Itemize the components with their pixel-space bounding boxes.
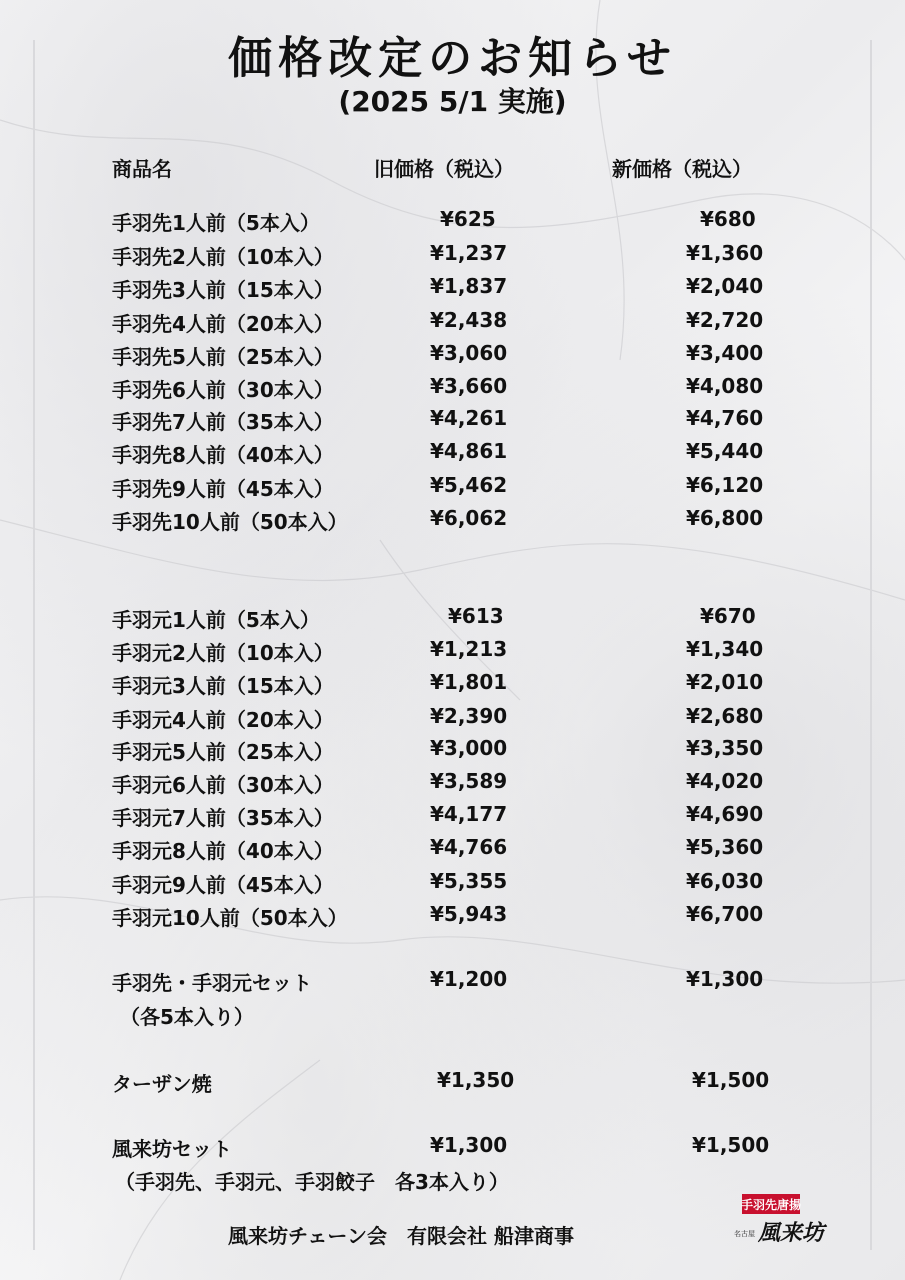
item-name: 手羽元8人前（40本入） bbox=[112, 839, 334, 863]
new-price: ¥4,690 bbox=[686, 802, 764, 826]
item-name: 手羽先10人前（50本入） bbox=[112, 510, 348, 534]
header-product-name: 商品名 bbox=[112, 157, 172, 181]
furaibo-set-new-price: ¥1,500 bbox=[692, 1133, 770, 1157]
item-name: 手羽先6人前（30本入） bbox=[112, 378, 334, 402]
left-border-line bbox=[33, 40, 35, 1250]
new-price: ¥2,720 bbox=[686, 308, 764, 332]
furaibo-set-name: 風来坊セット bbox=[112, 1137, 232, 1161]
item-name: 手羽先5人前（25本入） bbox=[112, 345, 334, 369]
brand-logo bbox=[728, 1190, 828, 1260]
item-name: 手羽先1人前（5本入） bbox=[112, 211, 320, 235]
header-old-price: 旧価格（税込） bbox=[374, 157, 514, 181]
old-price: ¥1,237 bbox=[430, 241, 508, 265]
item-name: 手羽元4人前（20本入） bbox=[112, 708, 334, 732]
item-name: 手羽先8人前（40本入） bbox=[112, 443, 334, 467]
furaibo-set-note: （手羽先、手羽元、手羽餃子 各3本入り） bbox=[115, 1170, 509, 1194]
old-price: ¥4,766 bbox=[430, 835, 508, 859]
tarzan-new-price: ¥1,500 bbox=[692, 1068, 770, 1092]
set-old-price: ¥1,200 bbox=[430, 967, 508, 991]
set-item-note: （各5本入り） bbox=[120, 1005, 254, 1029]
old-price: ¥4,261 bbox=[430, 406, 508, 430]
tarzan-item-name: ターザン焼 bbox=[112, 1072, 212, 1096]
item-name: 手羽先3人前（15本入） bbox=[112, 278, 334, 302]
old-price: ¥4,861 bbox=[430, 439, 508, 463]
new-price: ¥1,360 bbox=[686, 241, 764, 265]
old-price: ¥613 bbox=[448, 604, 504, 628]
item-name: 手羽元7人前（35本入） bbox=[112, 806, 334, 830]
right-border-line bbox=[870, 40, 872, 1250]
new-price: ¥680 bbox=[700, 207, 756, 231]
old-price: ¥1,801 bbox=[430, 670, 508, 694]
item-name: 手羽先2人前（10本入） bbox=[112, 245, 334, 269]
item-name: 手羽元9人前（45本入） bbox=[112, 873, 334, 897]
item-name: 手羽先4人前（20本入） bbox=[112, 312, 334, 336]
old-price: ¥1,837 bbox=[430, 274, 508, 298]
old-price: ¥5,462 bbox=[430, 473, 508, 497]
tarzan-old-price: ¥1,350 bbox=[437, 1068, 515, 1092]
old-price: ¥1,213 bbox=[430, 637, 508, 661]
new-price: ¥2,010 bbox=[686, 670, 764, 694]
item-name: 手羽元6人前（30本入） bbox=[112, 773, 334, 797]
item-name: 手羽元1人前（5本入） bbox=[112, 608, 320, 632]
item-name: 手羽元5人前（25本入） bbox=[112, 740, 334, 764]
old-price: ¥3,589 bbox=[430, 769, 508, 793]
old-price: ¥3,000 bbox=[430, 736, 508, 760]
new-price: ¥6,700 bbox=[686, 902, 764, 926]
old-price: ¥2,390 bbox=[430, 704, 508, 728]
new-price: ¥5,440 bbox=[686, 439, 764, 463]
old-price: ¥3,060 bbox=[430, 341, 508, 365]
old-price: ¥3,660 bbox=[430, 374, 508, 398]
furaibo-set-old-price: ¥1,300 bbox=[430, 1133, 508, 1157]
new-price: ¥670 bbox=[700, 604, 756, 628]
new-price: ¥3,350 bbox=[686, 736, 764, 760]
new-price: ¥1,340 bbox=[686, 637, 764, 661]
old-price: ¥625 bbox=[440, 207, 496, 231]
new-price: ¥6,800 bbox=[686, 506, 764, 530]
new-price: ¥6,030 bbox=[686, 869, 764, 893]
old-price: ¥5,355 bbox=[430, 869, 508, 893]
item-name: 手羽先7人前（35本入） bbox=[112, 410, 334, 434]
old-price: ¥6,062 bbox=[430, 506, 508, 530]
new-price: ¥4,020 bbox=[686, 769, 764, 793]
old-price: ¥4,177 bbox=[430, 802, 508, 826]
new-price: ¥3,400 bbox=[686, 341, 764, 365]
logo-prefix-text: 名古屋 bbox=[734, 1230, 755, 1238]
item-name: 手羽元2人前（10本入） bbox=[112, 641, 334, 665]
item-name: 手羽先9人前（45本入） bbox=[112, 477, 334, 501]
old-price: ¥5,943 bbox=[430, 902, 508, 926]
item-name: 手羽元10人前（50本入） bbox=[112, 906, 348, 930]
footer-company: 風来坊チェーン会 有限会社 船津商事 bbox=[228, 1224, 574, 1248]
header-new-price: 新価格（税込） bbox=[612, 157, 752, 181]
old-price: ¥2,438 bbox=[430, 308, 508, 332]
page-title: 価格改定のお知らせ bbox=[228, 33, 677, 84]
logo-top-text: 手羽先唐揚 bbox=[740, 1198, 802, 1212]
new-price: ¥6,120 bbox=[686, 473, 764, 497]
item-name: 手羽元3人前（15本入） bbox=[112, 674, 334, 698]
set-new-price: ¥1,300 bbox=[686, 967, 764, 991]
new-price: ¥2,040 bbox=[686, 274, 764, 298]
set-item-name: 手羽先・手羽元セット bbox=[112, 971, 312, 995]
new-price: ¥4,760 bbox=[686, 406, 764, 430]
new-price: ¥2,680 bbox=[686, 704, 764, 728]
logo-brand-text: 風来坊 bbox=[758, 1220, 825, 1246]
new-price: ¥4,080 bbox=[686, 374, 764, 398]
new-price: ¥5,360 bbox=[686, 835, 764, 859]
page-subtitle: (2025 5/1 実施) bbox=[338, 85, 567, 118]
